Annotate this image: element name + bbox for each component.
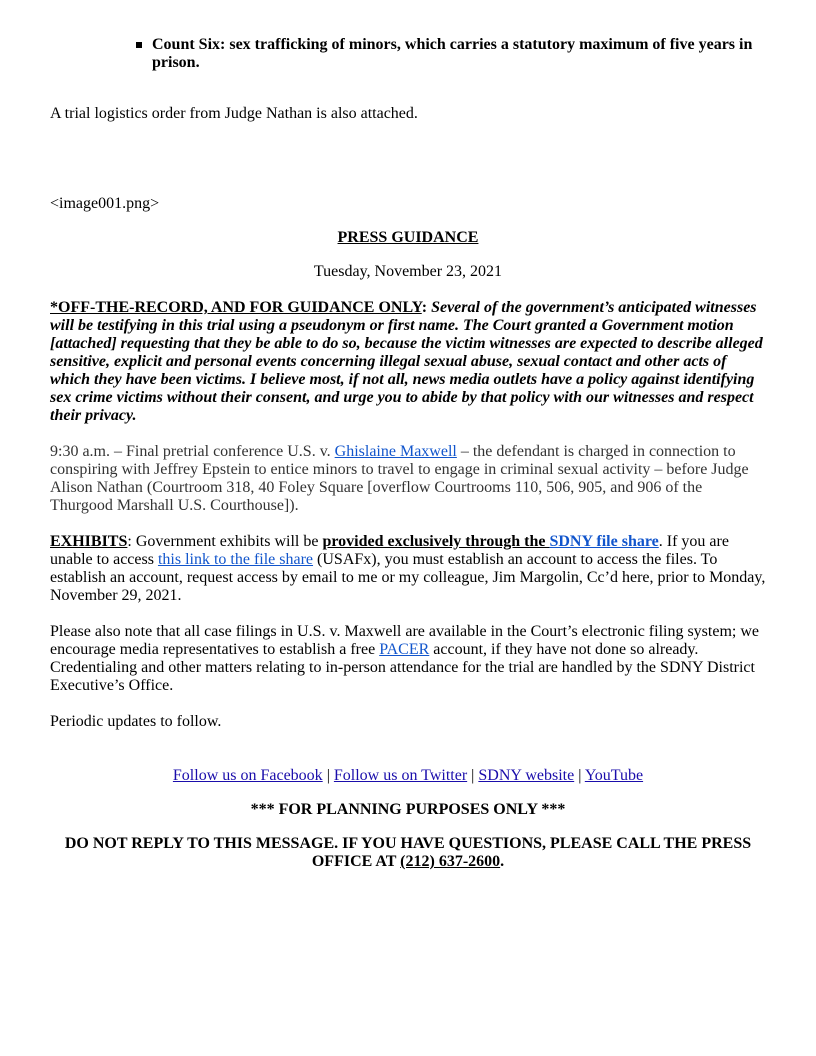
separator: | [467,767,479,784]
off-the-record-paragraph [50,299,766,425]
exhibits-paragraph [50,533,766,605]
filings-text-2: account, if they have not done so already. Credentialing and other matters relating to in-person attendance for the trial are handled by the SDNY District Executive’s Office. [50,641,755,694]
planning-notice: *** FOR PLANNING PURPOSES ONLY *** [250,801,566,818]
do-not-reply-notice [50,835,766,871]
social-links [50,767,766,785]
filings-paragraph [50,623,766,695]
exhibits-bold-text: provided exclusively through the [322,533,550,550]
facebook-link[interactable]: Follow us on Facebook [172,767,323,784]
bullet-text: Count Six: sex trafficking of minors, which carries a statutory maximum of five years in prison. [152,36,753,71]
footer-text: DO NOT REPLY TO THIS MESSAGE. IF YOU HAVE QUESTIONS, PLEASE CALL THE PRESS OFFICE AT [64,835,752,870]
otr-colon: : [421,299,428,316]
otr-label: *OFF-THE-RECORD, AND FOR GUIDANCE ONLY [50,299,422,316]
pacer-link[interactable]: PACER [379,641,430,658]
press-office-phone-link[interactable]: (212) 637-2600 [400,853,501,870]
twitter-link[interactable]: Follow us on Twitter [333,767,468,784]
sdny-file-share-link[interactable]: SDNY file share [549,533,659,550]
exhibits-text-3: (USAFx), you must establish an account to access the files. To establish an account, request access by email to me or my colleague, Jim Margolin, Cc’d here, prior to Monday, November 29, 2021. [50,551,766,604]
separator: | [322,767,334,784]
attachment-note: A trial logistics order from Judge Nathan is also attached. [50,105,418,122]
image-placeholder: <image001.png> [50,195,160,212]
press-guidance-title: PRESS GUIDANCE [337,229,479,246]
schedule-paragraph [50,443,766,515]
separator: | [574,767,585,784]
exhibits-text-1: : Government exhibits will be [127,533,323,550]
guidance-date: Tuesday, November 23, 2021 [313,263,503,280]
sdny-website-link[interactable]: SDNY website [478,767,575,784]
bullet-item [152,36,766,72]
exhibits-label: EXHIBITS [50,533,128,550]
updates-note: Periodic updates to follow. [50,713,222,730]
square-bullet-icon [136,42,142,48]
schedule-post: – the defendant is charged in connection to conspiring with Jeffrey Epstein to entice minors to travel to engage in criminal sexual activity – before Judge Alison Nathan (Courtroom 318, 40 Foley Square [overflow Courtrooms 110, 506, 905, and 906 of the Thurgood Marshall U.S. Courthouse]). [50,443,749,514]
filings-text-1: Please also note that all case filings in U.S. v. Maxwell are available in the Court’s electronic filing system; we encourage media representatives to establish a free [50,623,759,658]
otr-text: Several of the government’s anticipated witnesses will be testifying in this trial using a pseudonym or first name. The Court granted a Government motion [attached] requesting that they be able to do so, because the victim witnesses are expected to describe alleged sensitive, explicit and personal events concerning illegal sexual abuse, sexual contact and other acts of which they have been victims. I believe most, if not all, news media outlets have a policy against identifying sex crime victims without their consent, and urge you to abide by that policy with our witnesses and respect their privacy. [50,299,763,424]
youtube-link[interactable]: YouTube [584,767,644,784]
exhibits-text-2: . If you are unable to access [50,533,729,568]
schedule-pre: 9:30 a.m. – Final pretrial conference U.S. v. [50,443,335,460]
footer-end: . [500,853,505,870]
file-share-link[interactable]: this link to the file share [157,551,314,568]
ghislaine-maxwell-link[interactable]: Ghislaine Maxwell [334,443,457,460]
